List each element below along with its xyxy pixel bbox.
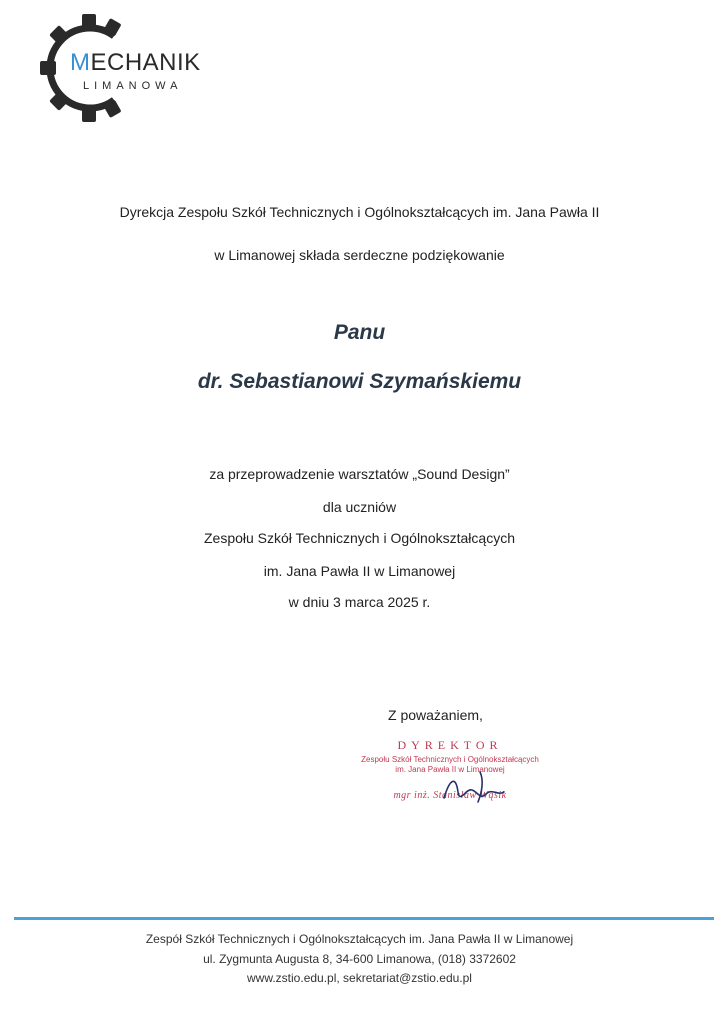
stamp-name: mgr inż. Stanisław Wąsik: [393, 790, 507, 801]
intro-line-2: w Limanowej składa serdeczne podziękowanie: [214, 247, 505, 263]
handwritten-signature: [440, 768, 530, 818]
stamp-title: DYREKTOR: [397, 738, 503, 752]
stamp-line-1: Zespołu Szkół Technicznych i Ogólnokształcących: [361, 755, 539, 764]
footer-line-1: Zespół Szkół Technicznych i Ogólnokształcących im. Jana Pawła II w Limanowej: [145, 932, 574, 946]
stamp-line-2: im. Jana Pawła II w Limanowej: [395, 765, 505, 774]
footer-line-3: www.zstio.edu.pl, sekretariat@zstio.edu.pl: [247, 971, 472, 985]
body-line-5: w dniu 3 marca 2025 r.: [288, 594, 431, 610]
recipient-salutation: Panu: [333, 321, 386, 344]
body-line-4: im. Jana Pawła II w Limanowej: [263, 563, 456, 579]
intro-line-1: Dyrekcja Zespołu Szkół Technicznych i Ogólnokształcących im. Jana Pawła II: [119, 204, 600, 220]
body-line-3: Zespołu Szkół Technicznych i Ogólnokształcących: [203, 530, 515, 546]
body-line-1: za przeprowadzenie warsztatów „Sound Design”: [209, 466, 510, 482]
recipient-name: dr. Sebastianowi Szymańskiemu: [197, 370, 522, 393]
body-line-2: dla uczniów: [322, 499, 397, 515]
closing-text: Z poważaniem,: [388, 707, 483, 723]
logo-initial: M: [70, 49, 91, 76]
logo-city: LIMANOWA: [83, 80, 183, 92]
logo-title: [70, 49, 201, 77]
footer-line-2: ul. Zygmunta Augusta 8, 34-600 Limanowa, (018) 3372602: [203, 952, 516, 966]
logo-title-rest: ECHANIK: [90, 49, 201, 76]
school-logo: [40, 14, 220, 122]
footer-divider: [14, 917, 714, 920]
